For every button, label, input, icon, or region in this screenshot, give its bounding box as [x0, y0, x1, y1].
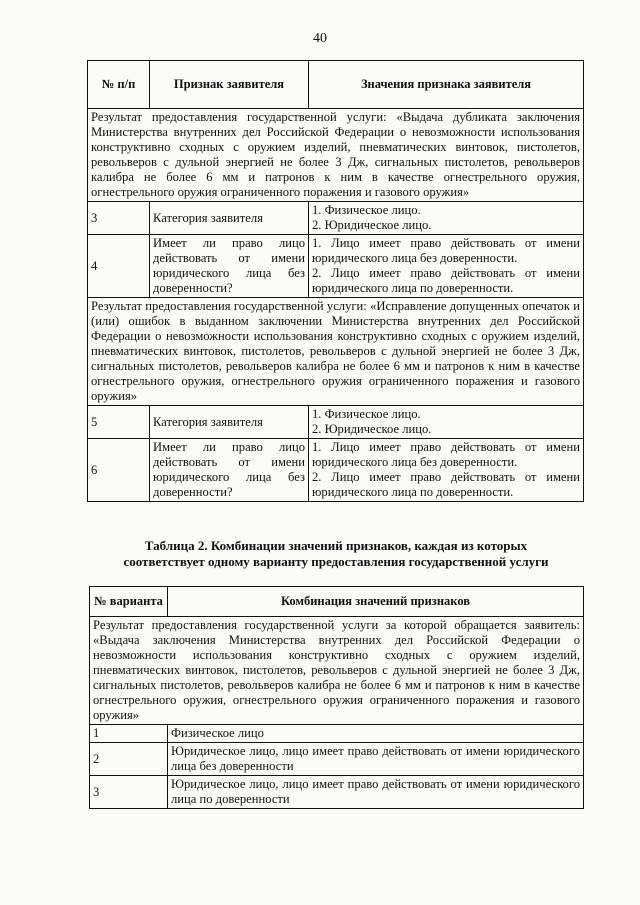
section-row — [88, 298, 584, 406]
feature-cell: Имеет ли право лицо действовать от имени юридического лица без доверенности? — [150, 235, 309, 298]
row-number: 3 — [88, 202, 150, 235]
feature-cell: Категория заявителя — [150, 202, 309, 235]
table-row — [88, 235, 584, 298]
feature-cell: Категория заявителя — [150, 406, 309, 439]
value-item: 1. Физическое лицо. — [312, 203, 421, 217]
values-cell — [309, 439, 584, 502]
applicant-features-table — [87, 60, 584, 502]
caption-line: соответствует одному варианту предоставления государственной услуги — [123, 554, 549, 569]
variant-number: 3 — [90, 776, 168, 809]
table2-header-row — [90, 587, 584, 617]
table-row — [90, 725, 584, 743]
combination-cell: Юридическое лицо, лицо имеет право действовать от имени юридического лица по доверенности — [168, 776, 584, 809]
row-number: 5 — [88, 406, 150, 439]
section-issue-result: Результат предоставления государственной услуги за которой обращается заявитель: «Выдача заключения Министерства внутренних дел Российской Федерации о невозможности использования конструктивно сходных с оружием изделий, пневматических винтовок, пистолетов, револьверов с дульной энергией не более 3 Дж, сигнальных пистолетов, револьверов калибра не более 6 мм и патронов к ним в качестве огнестрельного оружия, огнестрельного оружия ограниченного поражения и газового оружия» — [90, 617, 584, 725]
values-cell — [309, 406, 584, 439]
value-item: 2. Лицо имеет право действовать от имени юридического лица по доверенности. — [312, 266, 580, 295]
values-cell — [309, 202, 584, 235]
col-header-values: Значения признака заявителя — [309, 61, 584, 109]
value-item: 1. Лицо имеет право действовать от имени юридического лица без доверенности. — [312, 236, 580, 265]
page-number: 40 — [313, 31, 327, 46]
table-row — [88, 406, 584, 439]
row-number: 6 — [88, 439, 150, 502]
combination-cell: Юридическое лицо, лицо имеет право действовать от имени юридического лица без доверенности — [168, 743, 584, 776]
value-item: 2. Юридическое лицо. — [312, 422, 432, 436]
col-header-number: № п/п — [88, 61, 150, 109]
values-cell — [309, 235, 584, 298]
value-item: 2. Лицо имеет право действовать от имени юридического лица по доверенности. — [312, 470, 580, 499]
value-item: 2. Юридическое лицо. — [312, 218, 432, 232]
table-row — [88, 439, 584, 502]
section-duplicate-result: Результат предоставления государственной услуги: «Выдача дубликата заключения Министерства внутренних дел Российской Федерации о невозможности использования конструктивно сходных с оружием изделий, пневматических винтовок, пистолетов, револьверов с дульной энергией не более 3 Дж, сигнальных пистолетов, револьверов калибра не более 6 мм и патронов к ним в качестве огнестрельного оружия, огнестрельного оружия ограниченного поражения и газового оружия» — [88, 109, 584, 202]
variant-combinations-table — [89, 586, 584, 809]
row-number: 4 — [88, 235, 150, 298]
section-correction-result: Результат предоставления государственной услуги: «Исправление допущенных опечаток и (или) ошибок в выданном заключении Министерства внутренних дел Российской Федерации о невозможности использования конструктивно сходных с оружием изделий, пневматических винтовок, пистолетов, револьверов с дульной энергией не более 3 Дж, сигнальных пистолетов, револьверов калибра не более 6 мм и патронов к ним в качестве огнестрельного оружия, огнестрельного оружия ограниченного поражения и газового оружия» — [88, 298, 584, 406]
col-header-variant: № варианта — [90, 587, 168, 617]
table1-header-row — [88, 61, 584, 109]
table2-caption — [86, 538, 586, 570]
caption-line: Таблица 2. Комбинации значений признаков, каждая из которых — [144, 538, 528, 553]
table-row — [90, 776, 584, 809]
value-item: 1. Лицо имеет право действовать от имени юридического лица без доверенности. — [312, 440, 580, 469]
feature-cell: Имеет ли право лицо действовать от имени юридического лица без доверенности? — [150, 439, 309, 502]
section-row — [88, 109, 584, 202]
combination-cell: Физическое лицо — [168, 725, 584, 743]
col-header-combination: Комбинация значений признаков — [168, 587, 584, 617]
col-header-feature: Признак заявителя — [150, 61, 309, 109]
value-item: 1. Физическое лицо. — [312, 407, 421, 421]
variant-number: 2 — [90, 743, 168, 776]
section-row — [90, 617, 584, 725]
table-row — [90, 743, 584, 776]
table-row — [88, 202, 584, 235]
variant-number: 1 — [90, 725, 168, 743]
